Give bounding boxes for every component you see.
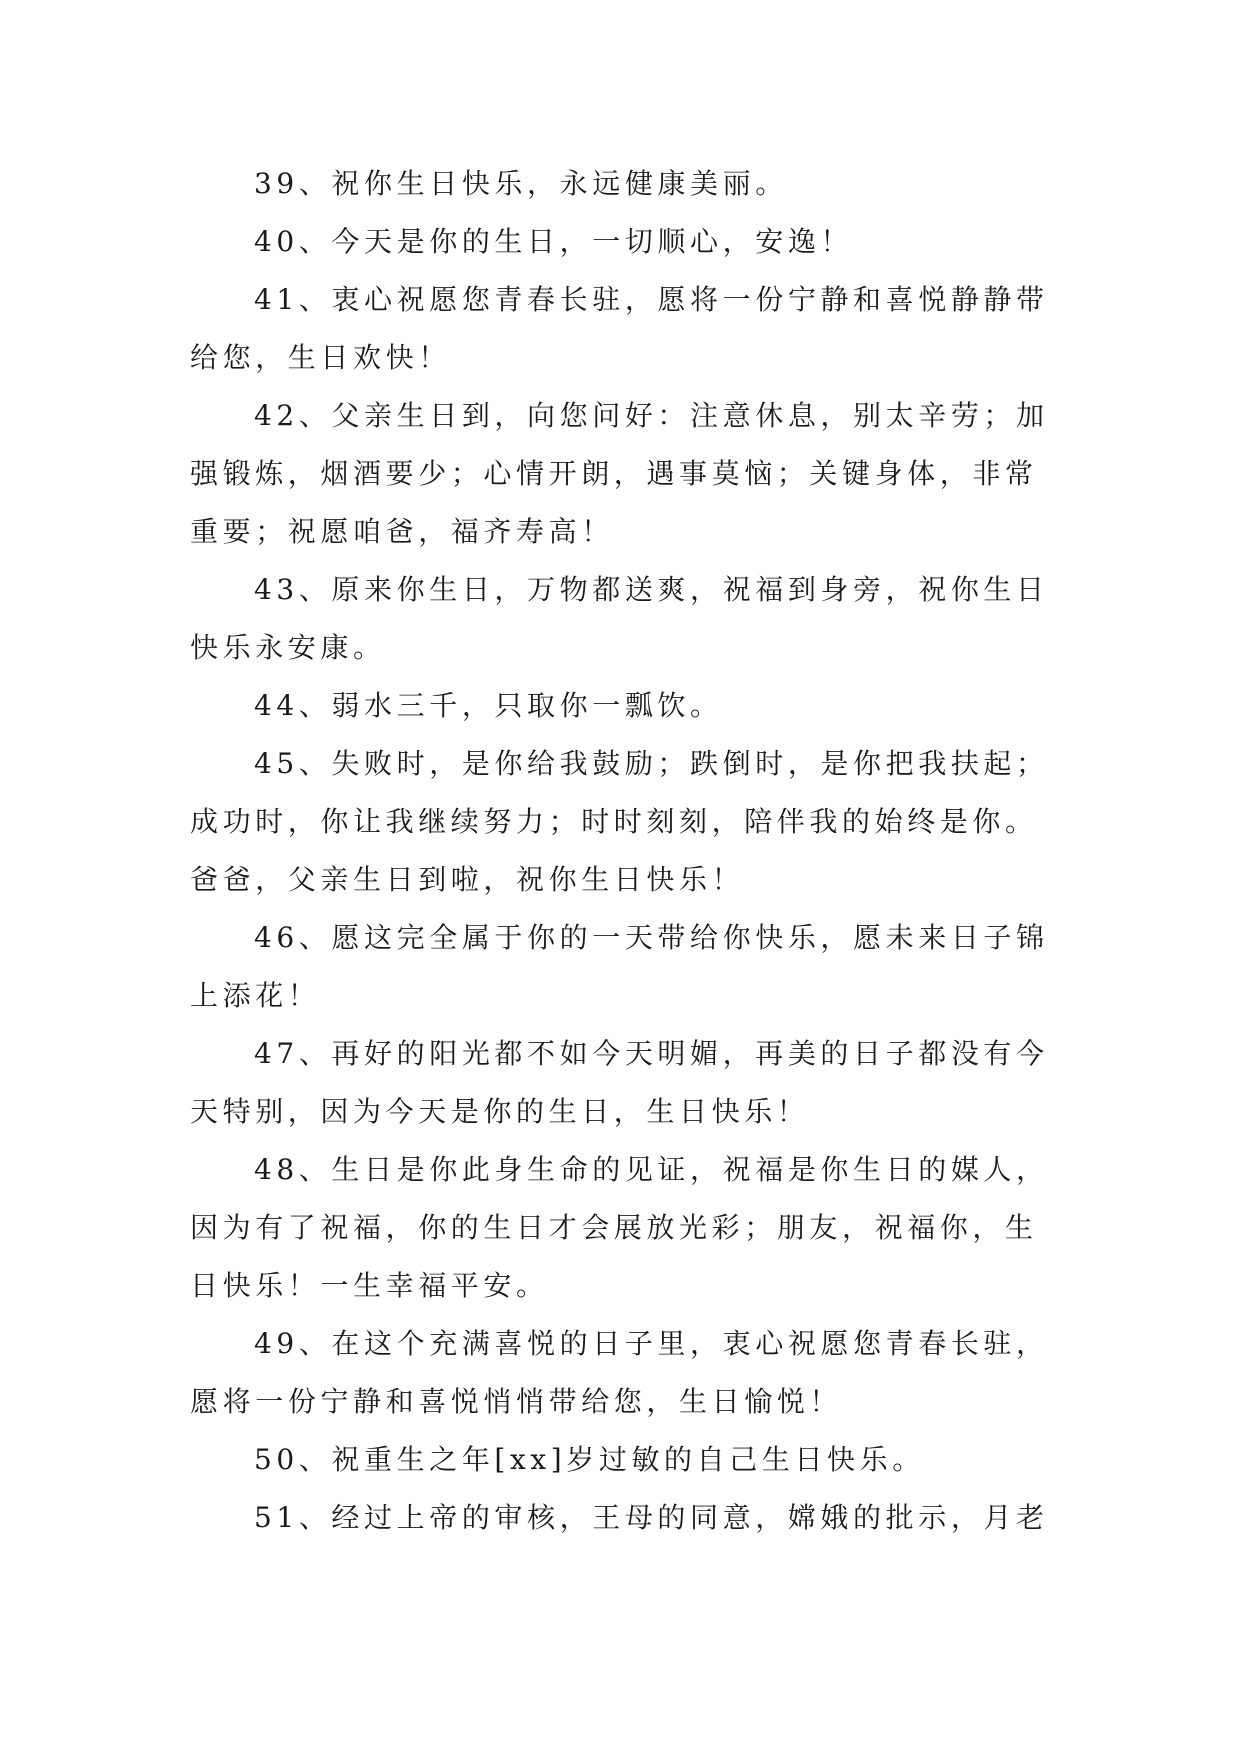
- paragraph-47: 47、再好的阳光都不如今天明媚，再美的日子都没有今天特别，因为今天是你的生日，生日快乐！: [190, 1037, 1049, 1128]
- paragraph-45: 45、失败时，是你给我鼓励；跌倒时，是你把我扶起；成功时，你让我继续努力；时时刻刻，陪伴我的始终是你。爸爸，父亲生日到啦，祝你生日快乐！: [190, 747, 1049, 896]
- paragraph-46: 46、愿这完全属于你的一天带给你快乐，愿未来日子锦上添花！: [190, 921, 1049, 1012]
- paragraph-40: 40、今天是你的生日，一切顺心，安逸！: [254, 225, 854, 258]
- paragraph-41: 41、衷心祝愿您青春长驻，愿将一份宁静和喜悦静静带给您，生日欢快！: [190, 283, 1049, 374]
- paragraph-48: 48、生日是你此身生命的见证，祝福是你生日的媒人，因为有了祝福，你的生日才会展放光彩；朋友，祝福你，生日快乐！一生幸福平安。: [190, 1153, 1049, 1302]
- paragraph-44: 44、弱水三千，只取你一瓢饮。: [254, 689, 723, 722]
- paragraph-42: 42、父亲生日到，向您问好：注意休息，别太辛劳；加强锻炼，烟酒要少；心情开朗，遇事莫恼；关键身体，非常重要；祝愿咱爸，福齐寿高！: [190, 399, 1049, 548]
- paragraph-39: 39、祝你生日快乐，永远健康美丽。: [254, 167, 788, 200]
- paragraph-51: 51、经过上帝的审核，王母的同意，嫦娥的批示，月老: [254, 1501, 1049, 1534]
- document-body: [190, 155, 1056, 1547]
- paragraph-43: 43、原来你生日，万物都送爽，祝福到身旁，祝你生日快乐永安康。: [190, 573, 1049, 664]
- paragraph-49: 49、在这个充满喜悦的日子里，衷心祝愿您青春长驻，愿将一份宁静和喜悦悄悄带给您，生日愉悦！: [190, 1327, 1049, 1418]
- paragraph-50: 50、祝重生之年[xx]岁过敏的自己生日快乐。: [254, 1443, 925, 1476]
